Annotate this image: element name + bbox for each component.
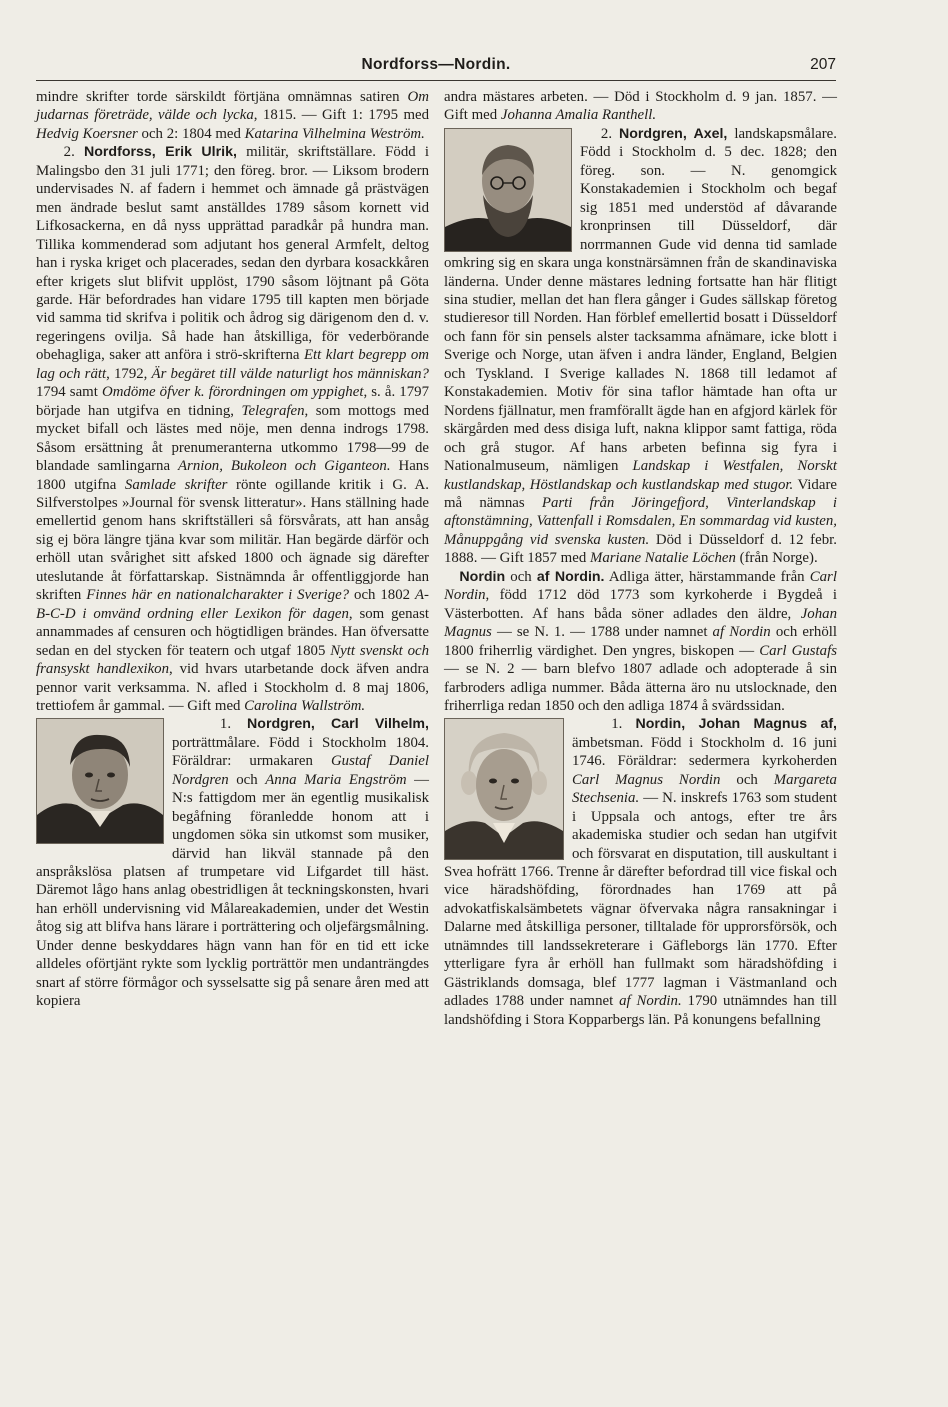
entry-nordin-johan-magnus: 1. Nordin, Johan Magnus af, ämbetsman. Född i Stockholm d. 16 juni 1746. Föräldrar: sedermera kyrkoherden Carl Magnus Nordin och Margareta Stechsenia. — N. inskrefs 1763 som student i Uppsala och antogs, efter tre års akademiska studier och sedan han utgifvit och försvarat en disputation, till auskultant i Svea hofrätt 1766. Trenne år därefter befordrad till vice fiskal och vice häradshöfding, förordnades han 1769 att på advokatfiskalsämbetets vägnar öfvervaka några ransakningar i Dalarne med åtskilliga personer, tilltalade för upprorsförsök, och utnämndes till landssekreterare i Gäfleborgs län 1770. Efter ytterligare fyra år erhöll han fullmakt som häradshöfding i Gästriklands domsaga, blef 1777 lagman i Västmanland och adlades 1788 under namnet af Nordin. 1790 utnämndes han till landshöfding i Stora Kopparbergs län. På konungens befallning	[444, 716, 837, 1028]
entry-continuation: mindre skrifter torde särskildt förtjäna omnämnas satiren Om judarnas företräde, välde och lycka, 1815. — Gift 1: 1795 med Hedvig Koersner och 2: 1804 med Katarina Vilhelmina Weström.	[36, 89, 430, 142]
entry-headword: af Nordin.	[536, 568, 605, 585]
entry-nordgren-carl-vilhelm: 1. Nordgren, Carl Vilhelm, porträttmålare. Född i Stockholm 1804. Föräldrar: urmakaren Gustaf Daniel Nordgren och Anna Maria Engström — N:s fattigdom mer än egentlig musikalisk begåfning föranledde honom att i ungdomen söka sin utkomst som musiker, därvid han likväl stannade på den anspråkslösa platsen af trumpetare vid Lifgardet till häst. Däremot lågo hans anlag obestridligen åt teckningskonsten, hvari han erhöll undervisning vid Målareakademien, under det Westin åtog sig att blifva hans lärare i porträttering och oljefärgsmålning. Under denne beskyddares hägn vann han för en tid ett icke alldeles oförtjänt rykte som lycklig porträttör men undanträngdes snart af större förmågor och sysselsatte sig på senare åren med att kopiera	[36, 716, 430, 1010]
running-header	[36, 52, 836, 80]
left-column	[36, 88, 429, 1011]
entry-number: 1.	[219, 716, 232, 733]
portrait-johan-magnus-af-nordin	[444, 718, 564, 860]
page-number: 207	[810, 56, 836, 73]
entry-number: 2.	[63, 144, 75, 161]
page-title: Nordforss—Nordin.	[361, 56, 511, 73]
portrait-image	[37, 719, 163, 843]
header-rule	[36, 80, 836, 81]
entry-nordforss-erik-ulrik: 2. Nordforss, Erik Ulrik, militär, skriftställare. Född i Malingsbo den 31 juli 1771; den föreg. bror. — Liksom brodern undervisades N. af fadern i hemmet och ämnade gå prästvägen men ändrade beslut samt anställdes 1789 såsom kornett vid Lifkosackerna, en då nyss upprättad paradkår på hundra man. Tillika kommenderad som adjutant hos general Armfelt, deltog han i ryska kriget och placerades, sedan den dyrbara kosackkåren efter krigets slut blifvit upplöst, 1790 såsom löjtnant på Göta garde. Här befordrades han vidare 1795 till kapten men började vid samma tid skrifva i politik och ådrog sig därigenom den d. v. regeringens ovilja. Så hade han åtskilliga, för vederbörande obehagliga, saker att anföra i strö-skrifterna Ett klart begrepp om lag och rätt, 1792, Är begäret till välde naturligt hos människan? 1794 samt Omdöme öfver k. förordningen om yppighet, s. å. 1797 började han utgifva en tidning, Telegrafen, som mottogs med mycket bifall och lästes med nöje, men denna indrogs 1798. Såsom ersättning åt prenumeranterna utkommo 1798—99 de blandade samlingarna Arnion, Bukoleon och Giganteon. Hans 1800 utgifna Samlade skrifter rönte ogillande kritik i G. A. Silfverstolpes »Journal för svensk litteratur». Hans ställning hade emellertid genom hans skriftställeri så försvårats, att han ansåg sig ej böra längre tjäna kvar som militär. Han begärde därför och erhöll utan svårighet sitt afsked 1800 och ägnade sig därefter uteslutande åt författarskap. Sistnämnda år offentliggjorde han skriften Finnes här en nationalcharakter i Sverige? och 1802 A-B-C-D i omvänd ordning eller Lexikon för dagen, som genast annammades af censuren och högtidligen brändes. Han öfversatte sedan en del stycken för teatern och utgaf 1805 Nytt svenskt och fransyskt handlexikon, vid hvars utarbetande dock äfven andra pennor varit verksamma. N. afled i Stockholm d. 8 maj 1806, trettiofem år gammal. — Gift med Carolina Wallström.	[36, 144, 430, 714]
entry-headword: Nordgren, Carl Vilhelm,	[247, 716, 429, 733]
portrait-image	[445, 129, 571, 251]
entry-headword: Nordgren, Axel,	[619, 125, 728, 142]
portrait-carl-vilhelm-nordgren	[36, 718, 164, 844]
entry-number: 2.	[600, 125, 613, 142]
right-column	[444, 88, 837, 1029]
entry-headword: Nordin, Johan Magnus af,	[635, 716, 837, 733]
entry-headword: Nordin	[459, 568, 506, 585]
entry-number: 1.	[611, 716, 623, 733]
entry-nordgren-axel: 2. Nordgren, Axel, landskapsmålare. Född i Stockholm d. 5 dec. 1828; den föreg. son. — N. genomgick Konstakademien i Stockholm och begaf sig 1851 med understöd af dåvarande kronprinsen till Düsseldorf, där norrmannen Gude vid denna tid samlade omkring sig en skara unga konstnärsämnen från de skandinaviska länderna. Under denne mästares ledning fortsatte han här flitigt sina studier, mellan det han flera gånger i Gudes sällskap företog studieresor till Norden. Han förblef emellertid bosatt i Düsseldorf och fann för sin pensels alster tacksamma afnämare, icke blott i Sverige och Norge, utan äfven i andra länder, England, Belgien och Tyskland. I Sverige kallades N. 1868 till ledamot af Konstakademien. Motiv för sina taflor hämtade han ofta ur Nordens fjällnatur, men framförallt ägde han en afgjord kärlek för skärgården med dess disiga luft, nakna klippor samt fattiga, röda och grå stugor. Af hans arbeten befinna sig fyra i Nationalmuseum, nämligen Landskap i Westfalen, Norskt kustlandskap, Höstlandskap och kustlandskap med stugor. Vidare må nämnas Parti från Jöringefjord, Vinterlandskap i aftonstämning, Vattenfall i Romsdalen, En sommardag vid kusten, Månuppgång vid svenska kusten. Död i Düsseldorf d. 12 febr. 1888. — Gift 1857 med Mariane Natalie Löchen (från Norge).	[444, 125, 837, 567]
entry-continuation: andra mästares arbeten. — Död i Stockholm d. 9 jan. 1857. — Gift med Johanna Amalia Ranthell.	[444, 89, 837, 124]
entry-headword: Nordforss, Erik Ulrik,	[84, 144, 237, 161]
portrait-axel-nordgren	[444, 128, 572, 252]
entry-nordin-family: Nordin och af Nordin. Adliga ätter, härstammande från Carl Nordin, född 1712 död 1773 som kyrkoherde i Bygdeå i Västerbotten. Af hans båda söner adlades den äldre, Johan Magnus — se N. 1. — 1788 under namnet af Nordin och erhöll 1800 friherrlig värdighet. Den yngres, biskopen — Carl Gustafs — se N. 2 — barn blefvo 1807 adlade och adopterade å sin farbroders adliga nummer. Båda ätterna äro nu utslocknade, den friherrliga redan 1850 och den adliga 1874 å svärdssidan.	[444, 568, 837, 714]
portrait-image	[445, 719, 563, 859]
